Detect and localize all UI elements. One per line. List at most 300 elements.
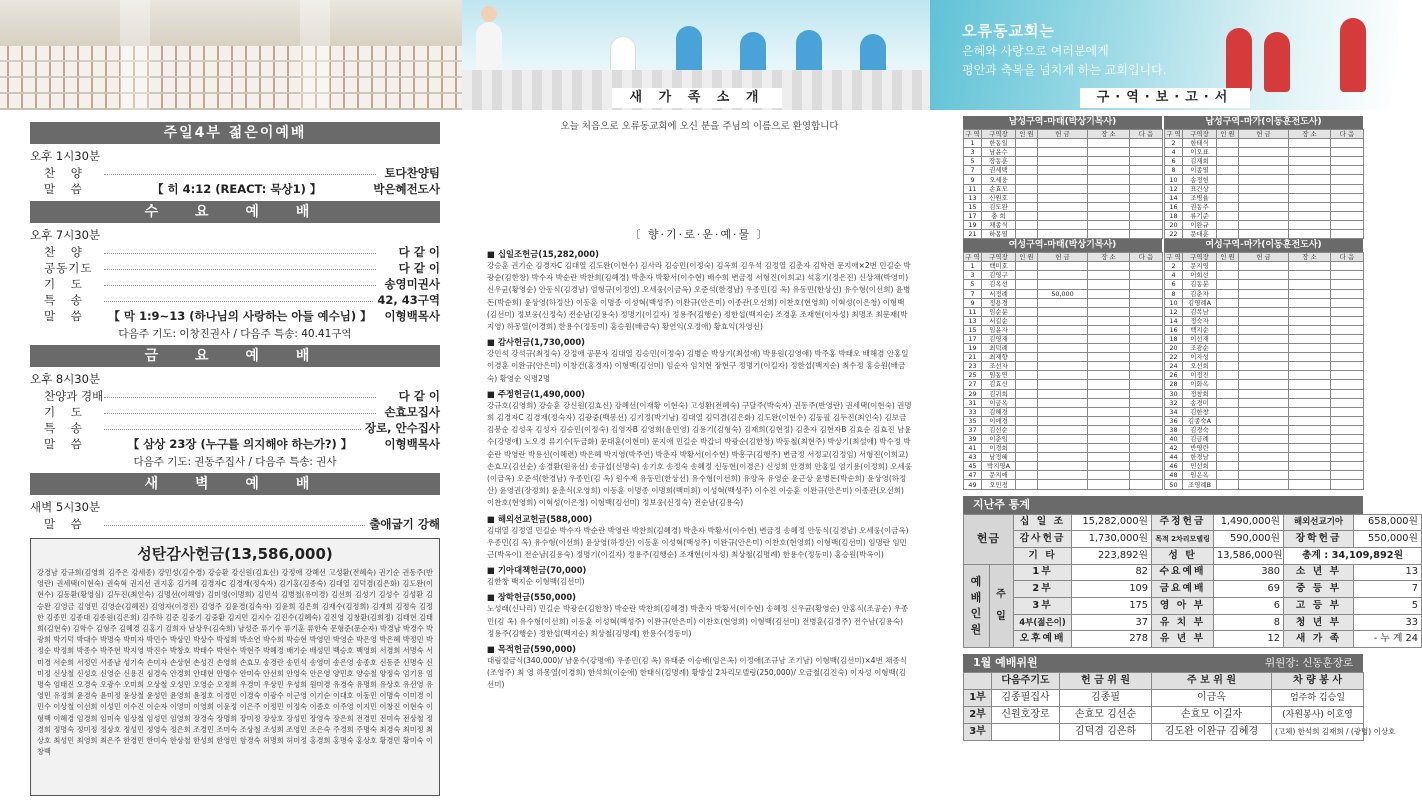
stat-label: 성 탄 (1152, 547, 1214, 564)
district-cell (1239, 280, 1289, 289)
district-cell (1289, 435, 1331, 444)
service-row (30, 420, 440, 436)
district-cell: 임순분 (982, 307, 1016, 316)
district-cell (1239, 471, 1289, 480)
district-cell (1239, 307, 1289, 316)
district-row (964, 289, 1163, 298)
district-cell (1016, 193, 1038, 202)
district-row (1165, 230, 1364, 239)
district-cell (1016, 271, 1038, 280)
attendance-value: 7 (1354, 581, 1422, 598)
leader-dots (104, 420, 361, 430)
district-cell (1088, 480, 1130, 489)
district-cell (1217, 398, 1239, 407)
offering-section (487, 643, 912, 692)
district-cell (1331, 211, 1364, 220)
singer-head (481, 6, 497, 22)
district-cell (1289, 175, 1331, 184)
district-cell (1217, 139, 1239, 148)
stat-value: 13,586,000원 (1214, 547, 1284, 564)
district-cell (1130, 230, 1163, 239)
district-cell (1130, 307, 1163, 316)
district-cell (1088, 230, 1130, 239)
district-cell (1331, 334, 1364, 343)
district-cell (1239, 316, 1289, 325)
district-cell (1038, 157, 1088, 166)
pillar-graphic (300, 0, 330, 110)
committee-cell: 엄주하 김승일 (1272, 690, 1364, 707)
committee-header (963, 654, 1363, 672)
stats-table (963, 514, 1422, 649)
district-cell (1088, 148, 1130, 157)
attendance-label: 수요예배 (1152, 564, 1214, 581)
district-row (1165, 435, 1364, 444)
district-cell: 9 (964, 298, 982, 307)
stat-label: 기 타 (1014, 547, 1072, 564)
district-cell (1088, 353, 1130, 362)
district-cell (1038, 353, 1088, 362)
district-cell (1289, 211, 1331, 220)
district-cell (1016, 316, 1038, 325)
district-cell (1130, 271, 1163, 280)
district-cell: 22 (1165, 353, 1183, 362)
pillar-graphic (120, 0, 150, 110)
district-cell (1016, 371, 1038, 380)
district-cell: 김종숙A (1183, 416, 1217, 425)
district-cell: 김금례 (1183, 435, 1217, 444)
district-cell (1088, 211, 1130, 220)
attendance-value: 37 (1072, 614, 1152, 631)
district-cell (1038, 166, 1088, 175)
district-cell: 이자성 (1183, 353, 1217, 362)
district-cell (1217, 166, 1239, 175)
district-cell: 8 (1165, 166, 1183, 175)
district-grid-title: 여성구역-마가(이동훈전도사) (1164, 239, 1363, 252)
district-cell: 11 (964, 307, 982, 316)
district-cell: 11 (964, 184, 982, 193)
district-head-cell: 헌 금 (1239, 130, 1289, 139)
district-cell (1217, 157, 1239, 166)
district-head-cell: 다 음 (1130, 253, 1163, 262)
row-leader: 장로, 안수집사 (364, 421, 440, 435)
district-cell (1331, 353, 1364, 362)
district-cell (1289, 298, 1331, 307)
district-cell: 15 (964, 325, 982, 334)
sermon-title: 【 막 1:9~13 (하나님의 사랑하는 아들 예수님) 】 (108, 309, 372, 323)
district-row (964, 184, 1163, 193)
row-label: 말 씀 (44, 309, 88, 323)
district-head-cell: 다 음 (1130, 130, 1163, 139)
offering-heading: ■ 감사헌금(1,730,000) (487, 337, 585, 348)
leader-dots (104, 260, 376, 270)
district-row (964, 262, 1163, 271)
district-cell (1038, 230, 1088, 239)
district-cell: 권세택 (982, 166, 1016, 175)
district-cell (1289, 166, 1331, 175)
district-cell (1016, 389, 1038, 398)
district-cell (1331, 471, 1364, 480)
district-cell (1130, 471, 1163, 480)
district-cell (1088, 289, 1130, 298)
district-row (964, 334, 1163, 343)
committee-cell: 김종필집사 (992, 690, 1060, 707)
district-cell: 류기준 (1183, 211, 1217, 220)
district-cell: 백미호 (982, 262, 1016, 271)
district-cell (1217, 230, 1239, 239)
district-row (964, 157, 1163, 166)
district-cell (1016, 462, 1038, 471)
district-cell: 송정헌 (1183, 175, 1217, 184)
district-cell (1239, 271, 1289, 280)
offering-section (487, 388, 912, 510)
district-row (964, 211, 1163, 220)
district-grid-title: 여성구역-마태(박상기목사) (963, 239, 1162, 252)
district-cell (1088, 166, 1130, 175)
district-cell (1239, 298, 1289, 307)
district-cell (1239, 166, 1289, 175)
attendance-label: 중 등 부 (1284, 581, 1354, 598)
offering-names: 대림절금식(340,000)/ 남윤수(강명애) 우종민(김 옥) 유태준 이승배(임은옥) 이정애(조규남 조기남) 이형백(김선미)×4번 채종식(조영주) 최 영 하몽열(이경희) 한석희(이순애) 한태식(김명례) 황방실 2차리모델링(250,000)/ 오금철(김진숙) 이자성 이형백(김선미) (487, 656, 907, 690)
district-row (964, 316, 1163, 325)
district-cell: 박지영A (982, 462, 1016, 471)
district-cell: 46 (1165, 462, 1183, 471)
row-label: 특 송 (44, 293, 88, 307)
district-cell: 민선희 (1183, 462, 1217, 471)
district-cell: 2 (1165, 262, 1183, 271)
district-cell (1038, 334, 1088, 343)
district-cell (1016, 307, 1038, 316)
district-cell: 이오표 (1183, 148, 1217, 157)
attendance-value: 5 (1354, 598, 1422, 615)
district-cell (1038, 425, 1088, 434)
leader-dots (104, 388, 376, 398)
district-table (963, 252, 1163, 489)
district-cell (1239, 148, 1289, 157)
offering-section (487, 248, 912, 333)
district-cell (1331, 220, 1364, 229)
district-row (1165, 262, 1364, 271)
district-cell: 44 (1165, 453, 1183, 462)
district-cell (1088, 435, 1130, 444)
district-cell (1130, 202, 1163, 211)
district-cell (1088, 344, 1130, 353)
offering-category: 헌금 (964, 514, 1014, 564)
district-row (964, 435, 1163, 444)
offering-heading: ■ 장학헌금(550,000) (487, 592, 576, 603)
district-head-cell: 장 소 (1289, 253, 1331, 262)
district-cell (1038, 271, 1088, 280)
district-cell: 22 (1165, 230, 1183, 239)
attendance-category: 예배인원 (964, 564, 990, 647)
district-cell (1088, 471, 1130, 480)
choir-row-graphic (0, 94, 462, 108)
district-row (964, 280, 1163, 289)
district-cell (1289, 371, 1331, 380)
stat-label: 장학헌금 (1284, 531, 1354, 548)
district-cell (1130, 398, 1163, 407)
district-head-cell: 인 원 (1217, 130, 1239, 139)
district-row (964, 271, 1163, 280)
district-cell: 조선자 (982, 362, 1016, 371)
district-cell (1289, 353, 1331, 362)
district-cell (1038, 280, 1088, 289)
district-grids-bottom (963, 239, 1363, 489)
offering-names: 김대열 김정열 민길순 박수자 박순란 박영란 박찬희(김혜경) 박춘자 박황서(이수현) 변금정 송혜정 안동식(김경남) 오세웅(이금옥) 우종민(김 옥) 유수형(이선희) 윤상영(하정산) 이동훈 이성혁(백성주) 이완규(안은미) 이찬호(현영희) 이형백(김선미) 임명란 임민근(박옥이) 전순남(김용숙) 정명기(이길자) 정용주(김행순) 조재현(이자성) 최상철(김명례) 한용수(정동미) 홍승원(박옥이) (487, 525, 909, 560)
district-cell (1130, 380, 1163, 389)
district-cell: 손효모 (982, 184, 1016, 193)
district-row (1165, 480, 1364, 489)
district-cell: 20 (1165, 220, 1183, 229)
district-grid (963, 116, 1162, 239)
district-cell: 5 (964, 157, 982, 166)
district-cell: 26 (1165, 371, 1183, 380)
district-cell (1016, 425, 1038, 434)
attendance-value: 109 (1072, 581, 1152, 598)
row-leader: 토다찬양팀 (384, 166, 440, 180)
district-cell: 25 (964, 371, 982, 380)
district-row (964, 444, 1163, 453)
district-head-cell: 장 소 (1289, 130, 1331, 139)
district-grids-top (963, 116, 1363, 239)
row-leader: 출애굽기 강해 (369, 517, 440, 531)
district-cell (1088, 425, 1130, 434)
district-head-cell: 구역장 (982, 253, 1016, 262)
district-row (1165, 462, 1364, 471)
district-cell (1331, 480, 1364, 489)
district-row (1165, 148, 1364, 157)
district-cell (1239, 220, 1289, 229)
district-row (964, 307, 1163, 316)
attendance-label: 새 가 족 (1284, 631, 1354, 648)
district-cell (1331, 184, 1364, 193)
district-cell (1016, 444, 1038, 453)
district-cell (1289, 362, 1331, 371)
attendance-label: 1부 (1014, 564, 1072, 581)
district-cell (1088, 184, 1130, 193)
district-cell (1088, 280, 1130, 289)
offering-heading: ■ 기아대책헌금(70,000) (487, 565, 587, 576)
district-cell: 2 (1165, 139, 1183, 148)
district-cell (1331, 175, 1364, 184)
offering-heading: ■ 목적헌금(590,000) (487, 644, 576, 655)
district-cell: 39 (964, 435, 982, 444)
district-cell: 18 (1165, 334, 1183, 343)
stats-row (964, 547, 1422, 564)
district-cell (1217, 471, 1239, 480)
stat-value: 1,490,000원 (1214, 514, 1284, 531)
row-label: 기 도 (44, 405, 88, 419)
district-row (964, 453, 1163, 462)
district-cell (1217, 480, 1239, 489)
district-cell: 김춘자 (1183, 289, 1217, 298)
committee-cell (992, 724, 1060, 741)
district-cell (1217, 307, 1239, 316)
district-cell (1331, 344, 1364, 353)
committee-cell: (고체) 한석희 김재희 / (광명) 이상호 (1272, 724, 1364, 741)
district-cell: 김동분 (1183, 280, 1217, 289)
district-cell: 7 (964, 166, 982, 175)
district-cell (1217, 220, 1239, 229)
district-cell (1088, 139, 1130, 148)
district-row (1165, 211, 1364, 220)
district-cell (1289, 230, 1331, 239)
district-cell: 김경숙 (1183, 425, 1217, 434)
committee-title: 1월 예배위원 (973, 656, 1038, 670)
district-cell (1217, 271, 1239, 280)
district-head-cell: 구 역 (965, 253, 980, 262)
district-cell: 최재향 (982, 353, 1016, 362)
district-cell: 한태식 (1183, 139, 1217, 148)
district-cell: 임윤자 (982, 325, 1016, 334)
district-cell (1289, 407, 1331, 416)
choir-row-graphic (0, 62, 462, 76)
attendance-value: 380 (1214, 564, 1284, 581)
district-cell (1130, 444, 1163, 453)
district-cell: 김복남 (1183, 307, 1217, 316)
district-cell: 13 (964, 316, 982, 325)
district-cell (1289, 480, 1331, 489)
row-label: 찬 양 (44, 166, 88, 180)
church-slogan (962, 42, 1167, 80)
district-row (1165, 380, 1364, 389)
district-cell (1038, 148, 1088, 157)
sermon-title: 【 삼상 23장 (누구를 의지해야 하는가?) 】 (127, 437, 353, 451)
attendance-label: 고 등 부 (1284, 598, 1354, 615)
district-cell (1088, 316, 1130, 325)
row-leader: 송영미권사 (384, 277, 440, 291)
district-cell (1088, 271, 1130, 280)
district-row (1165, 453, 1364, 462)
district-table (1164, 129, 1364, 239)
district-cell (1217, 453, 1239, 462)
stat-label: 십 일 조 (1014, 514, 1072, 531)
attendance-label: 소 년 부 (1284, 564, 1354, 581)
district-cell (1331, 202, 1364, 211)
district-row (1165, 316, 1364, 325)
district-row (964, 298, 1163, 307)
district-cell (1217, 316, 1239, 325)
district-cell (1217, 462, 1239, 471)
district-cell (1331, 362, 1364, 371)
district-row (964, 166, 1163, 175)
attendance-row (964, 564, 1422, 581)
stat-value: 658,000원 (1354, 514, 1422, 531)
district-cell (1016, 280, 1038, 289)
district-cell (1038, 298, 1088, 307)
district-cell (1289, 316, 1331, 325)
district-cell: 3 (964, 148, 982, 157)
row-leader: 이형백목사 (384, 309, 440, 323)
district-cell: 김귀희 (982, 389, 1016, 398)
district-cell (1038, 175, 1088, 184)
district-cell (1016, 353, 1038, 362)
district-cell: 21 (964, 230, 982, 239)
district-cell (1038, 389, 1088, 398)
district-cell: 이화옥 (1183, 380, 1217, 389)
row-label: 말 씀 (44, 182, 88, 196)
district-cell (1088, 325, 1130, 334)
district-cell: 임은옥 (1183, 471, 1217, 480)
district-head-cell: 장 소 (1088, 130, 1130, 139)
district-cell (1130, 389, 1163, 398)
district-cell (1331, 407, 1364, 416)
offering-names: 강민석 강석규(최정숙) 강정애 공문자 김대열 김승민(이정숙) 김병순 박상기(최설애) 박용원(김영애) 박주홍 박태오 배해겸 안홍일 이경훈 이완규(안은미) 이창건(홍경자) 이형백(김선미) 임순자 임치현 장현구 정명기(이길자) 정한섭(백지순) 최수정 홍승원(배금숙) 황영순 익명2명 (487, 349, 909, 383)
offering-list (487, 116, 912, 695)
committee-cell: 김도완 이완규 김혜경 (1152, 724, 1272, 741)
district-cell: 오선희 (1183, 362, 1217, 371)
district-head-cell: 헌 금 (1038, 253, 1088, 262)
slogan-line-1: 은혜와 사랑으로 여러분에게 (962, 44, 1109, 58)
district-grid (1164, 116, 1363, 239)
district-cell (1016, 166, 1038, 175)
district-cell (1331, 380, 1364, 389)
new-family-total: - 누 계 24 (1354, 631, 1422, 648)
district-head-cell: 장 소 (1088, 253, 1130, 262)
attendance-label: 오후예배 (1014, 631, 1072, 648)
worship-photo-banner (0, 0, 462, 110)
report-title: 구·역·보·고·서 (1080, 88, 1250, 108)
district-row (1165, 362, 1364, 371)
attendance-label: 4부(젊은이) (1014, 614, 1072, 631)
district-cell (1088, 157, 1130, 166)
district-cell (1239, 334, 1289, 343)
district-cell: 12 (1165, 307, 1183, 316)
offering-heading: ■ 십일조헌금(15,282,000) (487, 249, 599, 259)
district-cell (1038, 398, 1088, 407)
district-cell (1289, 334, 1331, 343)
district-head-cell: 인 원 (1217, 253, 1239, 262)
district-head-row (964, 130, 1163, 139)
district-cell (1130, 280, 1163, 289)
district-cell (1331, 139, 1364, 148)
attendance-row (964, 581, 1422, 598)
district-cell: 10 (1165, 298, 1183, 307)
attendance-value: 175 (1072, 598, 1152, 615)
stat-value: 590,000원 (1214, 531, 1284, 548)
district-cell (1016, 416, 1038, 425)
district-row (1165, 193, 1364, 202)
district-head-cell: 다 음 (1331, 253, 1364, 262)
stat-value: 15,282,000원 (1072, 514, 1152, 531)
district-cell (1088, 298, 1130, 307)
district-cell (1038, 380, 1088, 389)
district-cell (1016, 362, 1038, 371)
service-title-wednesday: 수 요 예 배 (30, 201, 440, 223)
district-cell: 이춘임 (982, 435, 1016, 444)
committee-table (963, 672, 1396, 741)
child-red-figure (1340, 18, 1366, 92)
committee-cell: 손효모 이길자 (1152, 707, 1272, 724)
district-cell (1016, 148, 1038, 157)
district-cell (1130, 316, 1163, 325)
district-cell (1217, 193, 1239, 202)
district-cell: 오민정 (982, 480, 1016, 489)
row-leader: 다 같 이 (398, 389, 440, 403)
district-cell (1239, 230, 1289, 239)
next-week-note: 다음주 기도: 권동주집사 / 다음주 특송: 권사 (133, 456, 337, 468)
district-cell (1239, 353, 1289, 362)
attendance-label: 유 치 부 (1152, 614, 1214, 631)
committee-cell: 김종필 (1060, 690, 1152, 707)
district-cell: 이경희 (982, 444, 1016, 453)
district-cell (1239, 344, 1289, 353)
worship-team-photo (462, 0, 930, 110)
district-cell (1038, 407, 1088, 416)
district-cell (1217, 362, 1239, 371)
district-cell (1331, 307, 1364, 316)
district-cell: 채종식 (982, 220, 1016, 229)
district-cell (1239, 262, 1289, 271)
